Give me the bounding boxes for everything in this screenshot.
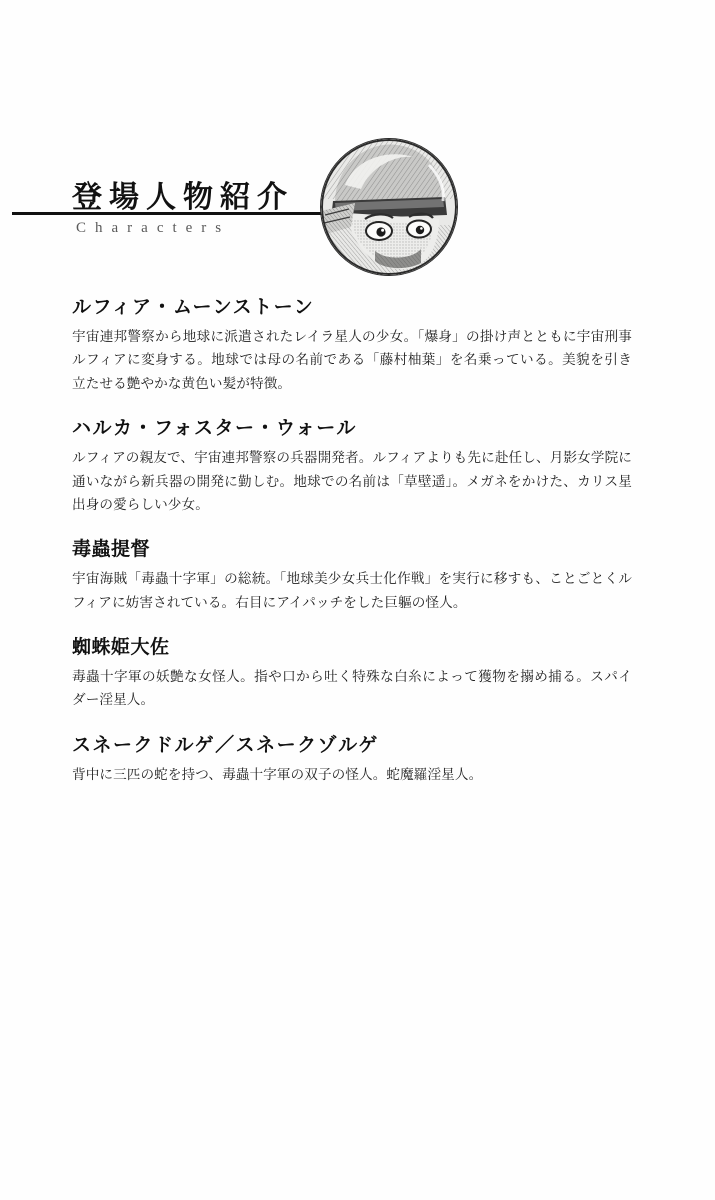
character-name: 毒蟲提督 — [72, 538, 151, 561]
portrait-illustration — [321, 139, 457, 275]
character-entry — [0, 730, 715, 787]
character-description: 毒蟲十字軍の妖艶な女怪人。指や口から吐く特殊な白糸によって獲物を搦め捕る。スパイダー淫星人。 — [72, 669, 632, 709]
character-portrait — [320, 138, 458, 276]
character-description: ルフィアの親友で、宇宙連邦警察の兵器開発者。ルフィアよりも先に赴任し、月影女学院に通いながら新兵器の開発に勤しむ。地球での名前は「草壁遥」。メガネをかけた、カリス星出身の愛らしい少女。 — [72, 450, 632, 513]
character-description: 宇宙海賊「毒蟲十字軍」の総統。「地球美少女兵士化作戦」を実行に移すも、ことごとくルフィアに妨害されている。右目にアイパッチをした巨軀の怪人。 — [72, 571, 632, 611]
character-name: スネークドルゲ／スネークゾルゲ — [72, 733, 379, 756]
character-name: 蜘蛛姫大佐 — [72, 636, 170, 658]
character-entry — [0, 413, 715, 517]
character-list — [0, 292, 715, 804]
character-name: ルフィア・ムーンストーン — [72, 296, 315, 318]
page-title: 登場人物紹介 — [72, 180, 294, 215]
character-description: 宇宙連邦警察から地球に派遣されたレイラ星人の少女。「爆身」の掛け声とともに宇宙刑事ルフィアに変身する。地球では母の名前である「藤村柚葉」を名乗っている。美貌を引き立たせる艶やかな黄色い髪が特徴。 — [72, 329, 632, 392]
character-name: ハルカ・フォスター・ウォール — [72, 417, 357, 440]
character-entry — [0, 632, 715, 713]
character-entry — [0, 292, 715, 396]
character-description: 背中に三匹の蛇を持つ、毒蟲十字軍の双子の怪人。蛇魔羅淫星人。 — [72, 766, 483, 783]
section-header — [0, 150, 715, 285]
page-subtitle: Characters — [76, 220, 231, 236]
character-entry — [0, 534, 715, 615]
